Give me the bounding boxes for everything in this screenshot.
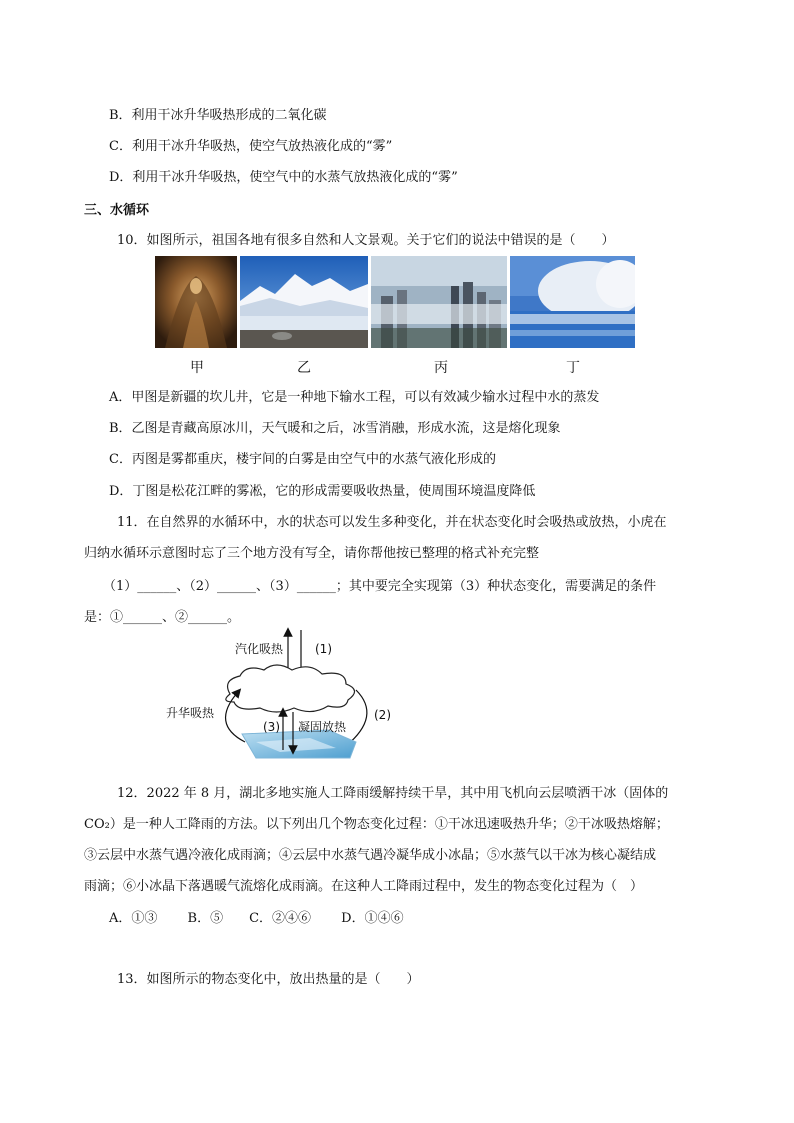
q10-stem: 10．如图所示，祖国各地有很多自然和人文景观。关于它们的说法中错误的是（ ）	[117, 233, 615, 248]
q9-option-b: B．利用干冰升华吸热形成的二氧化碳	[109, 108, 327, 123]
photo-karez	[155, 256, 237, 348]
photo-foggy-city	[371, 256, 507, 348]
water-cycle-diagram	[160, 624, 420, 759]
q11-line3: （1）______、（2）______、（3）______；其中要完全实现第（3）种状态变化，需要满足的条件	[103, 579, 657, 594]
q9-option-d: D．利用干冰升华吸热，使空气中的水蒸气放热液化成的“雾”	[109, 170, 458, 185]
photo-rime	[510, 256, 635, 348]
q13-stem: 13．如图所示的物态变化中，放出热量的是（ ）	[117, 972, 420, 987]
q12-line1: 12．2022 年 8 月，湖北多地实施人工降雨缓解持续干旱，其中用飞机向云层喷洒干冰（固体的	[117, 786, 669, 801]
label-vaporize: 汽化吸热	[235, 642, 284, 656]
q9-option-c: C．利用干冰升华吸热，使空气放热液化成的“雾”	[109, 139, 393, 154]
q12-options: A．①③ B．⑤ C．②④⑥ D．①④⑥	[109, 911, 404, 926]
caption-yi: 乙	[297, 360, 311, 376]
q11-line1: 11．在自然界的水循环中，水的状态可以发生多种变化，并在状态变化时会吸热或放热，小虎在	[117, 515, 667, 530]
q10-option-a: A．甲图是新疆的坎儿井，它是一种地下输水工程，可以有效减少输水过程中水的蒸发	[109, 390, 600, 405]
label-blank-3: (3)	[263, 720, 280, 734]
q11-line2: 归纳水循环示意图时忘了三个地方没有写全，请你帮他按已整理的格式补充完整	[84, 546, 540, 561]
label-blank-2: (2)	[374, 708, 391, 722]
caption-ding: 丁	[566, 360, 580, 376]
q10-photo-strip	[155, 256, 635, 350]
q10-option-b: B．乙图是青藏高原冰川，天气暖和之后，冰雪消融，形成水流，这是熔化现象	[109, 421, 561, 436]
label-freeze: 凝固放热	[298, 720, 347, 734]
q11-line4: 是：①______、②______。	[84, 610, 241, 625]
caption-bing: 丙	[434, 360, 448, 376]
q12-line3: ③云层中水蒸气遇冷液化成雨滴；④云层中水蒸气遇冷凝华成小冰晶；⑤水蒸气以干冰为核心凝结成	[84, 848, 657, 863]
caption-jia: 甲	[190, 360, 204, 376]
section-heading: 三、水循环	[84, 203, 150, 218]
q12-line4: 雨滴；⑥小冰晶下落遇暖气流熔化成雨滴。在这种人工降雨过程中，发生的物态变化过程为（ ）	[84, 879, 644, 894]
label-blank-1: (1)	[315, 642, 332, 656]
q10-option-c: C．丙图是雾都重庆，楼宇间的白雾是由空气中的水蒸气液化形成的	[109, 452, 496, 467]
label-sublime: 升华吸热	[166, 706, 215, 720]
q10-option-d: D．丁图是松花江畔的雾凇，它的形成需要吸收热量，使周围环境温度降低	[109, 484, 536, 499]
q12-line2: CO₂）是一种人工降雨的方法。以下列出几个物态变化过程：①干冰迅速吸热升华；②干冰吸热熔解；	[84, 817, 669, 832]
water-cycle-graphic	[160, 624, 420, 759]
photo-glacier	[240, 256, 368, 348]
